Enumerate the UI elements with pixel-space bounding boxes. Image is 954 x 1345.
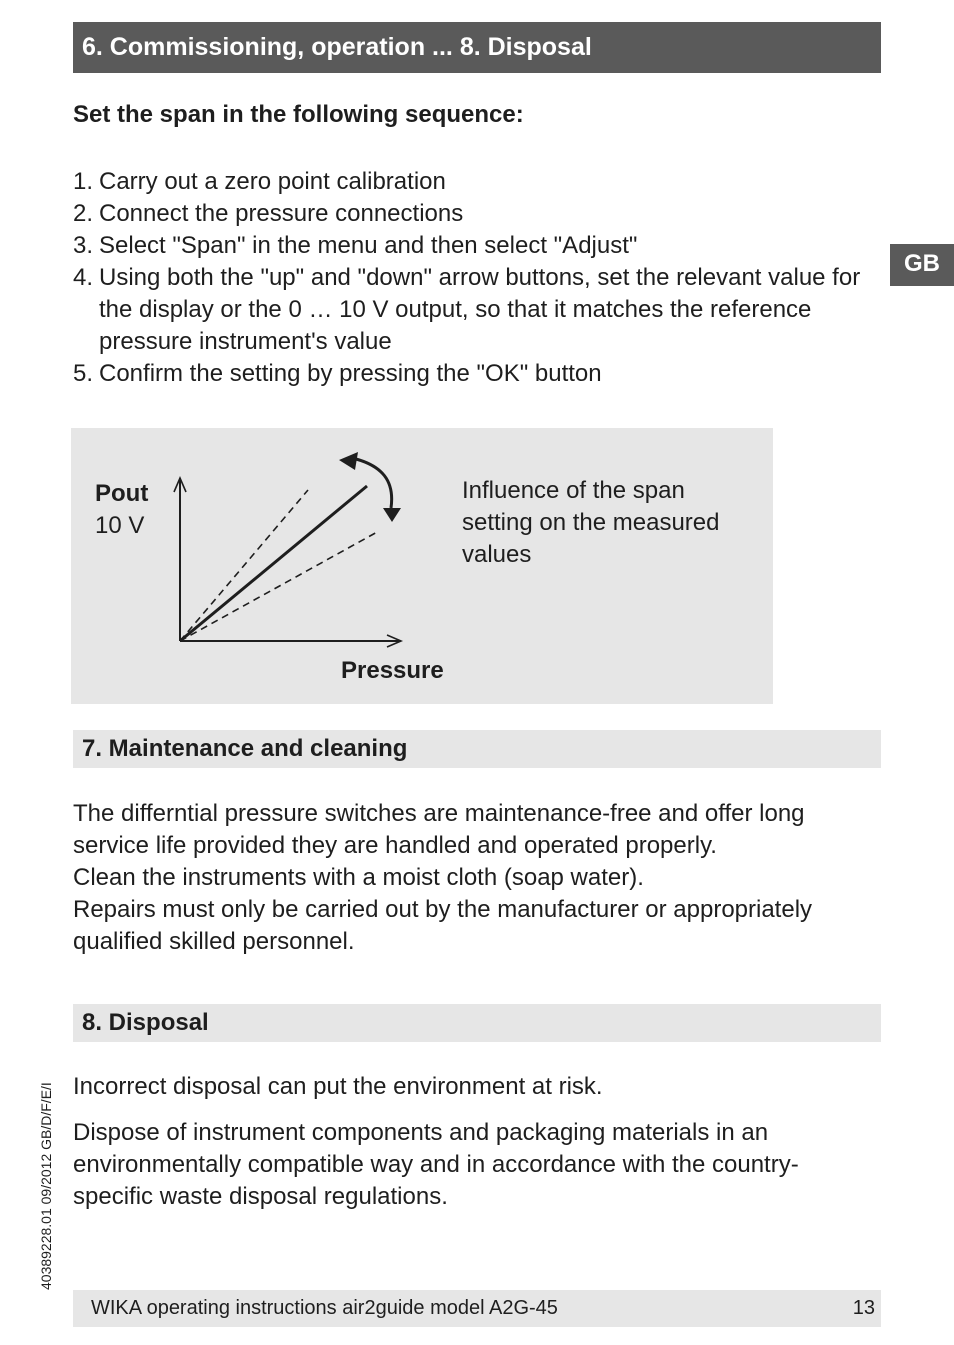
adjust-curve xyxy=(356,459,392,508)
span-steps-list xyxy=(73,166,883,390)
page-footer xyxy=(73,1290,881,1327)
y-axis-value: 10 V xyxy=(95,512,145,539)
list-item xyxy=(73,166,883,198)
span-line-steep xyxy=(180,490,308,641)
adjust-arrowhead-up xyxy=(339,452,358,470)
footer-text: WIKA operating instructions air2guide model A2G-45 xyxy=(91,1297,558,1319)
step-number: 2. xyxy=(73,200,94,227)
maintenance-heading: 7. Maintenance and cleaning xyxy=(73,730,881,768)
maintenance-paragraph: Repairs must only be carried out by the manufacturer or appropriately qualified skilled personnel. xyxy=(73,896,813,955)
span-line-shallow xyxy=(180,531,379,641)
maintenance-paragraph: Clean the instruments with a moist cloth (soap water). xyxy=(73,864,644,891)
page-number: 13 xyxy=(852,1297,875,1319)
disposal-heading: 8. Disposal xyxy=(73,1004,881,1042)
step-text: Carry out a zero point calibration xyxy=(99,168,446,195)
step-number: 3. xyxy=(73,232,94,259)
disposal-paragraph: Incorrect disposal can put the environment at risk. xyxy=(73,1073,603,1100)
step-number: 1. xyxy=(73,168,94,195)
step-text: Select "Span" in the menu and then select "Adjust" xyxy=(99,232,638,259)
adjust-arrowhead-down xyxy=(383,508,401,522)
span-intro-heading: Set the span in the following sequence: xyxy=(73,101,524,128)
step-text: Connect the pressure connections xyxy=(99,200,464,227)
step-number: 4. xyxy=(73,264,94,291)
list-item xyxy=(73,230,883,262)
step-text: Confirm the setting by pressing the "OK" button xyxy=(99,360,602,387)
y-axis-label: Pout xyxy=(95,480,149,507)
disposal-paragraph: Dispose of instrument components and packaging materials in an environmentally compatible way and in accordance with the country-specific waste disposal regulations. xyxy=(73,1119,799,1210)
document-code: 40389228.01 09/2012 GB/D/F/E/I xyxy=(38,1082,54,1290)
x-axis-label: Pressure xyxy=(341,657,444,684)
language-tab: GB xyxy=(890,244,954,286)
list-item xyxy=(73,262,883,358)
page-header: 6. Commissioning, operation ... 8. Disposal xyxy=(73,22,881,73)
span-line-reference xyxy=(180,486,367,641)
figure-caption: Influence of the span setting on the measured values xyxy=(462,477,720,568)
step-number: 5. xyxy=(73,360,94,387)
maintenance-paragraph: The differntial pressure switches are maintenance-free and offer long service life provided they are handled and operated properly. xyxy=(73,800,805,859)
list-item xyxy=(73,198,883,230)
step-text: Using both the "up" and "down" arrow buttons, set the relevant value for the display or the 0 … 10 V output, so that it matches the reference pressure instrument's value xyxy=(99,264,861,355)
span-figure xyxy=(71,428,773,704)
list-item xyxy=(73,358,883,390)
